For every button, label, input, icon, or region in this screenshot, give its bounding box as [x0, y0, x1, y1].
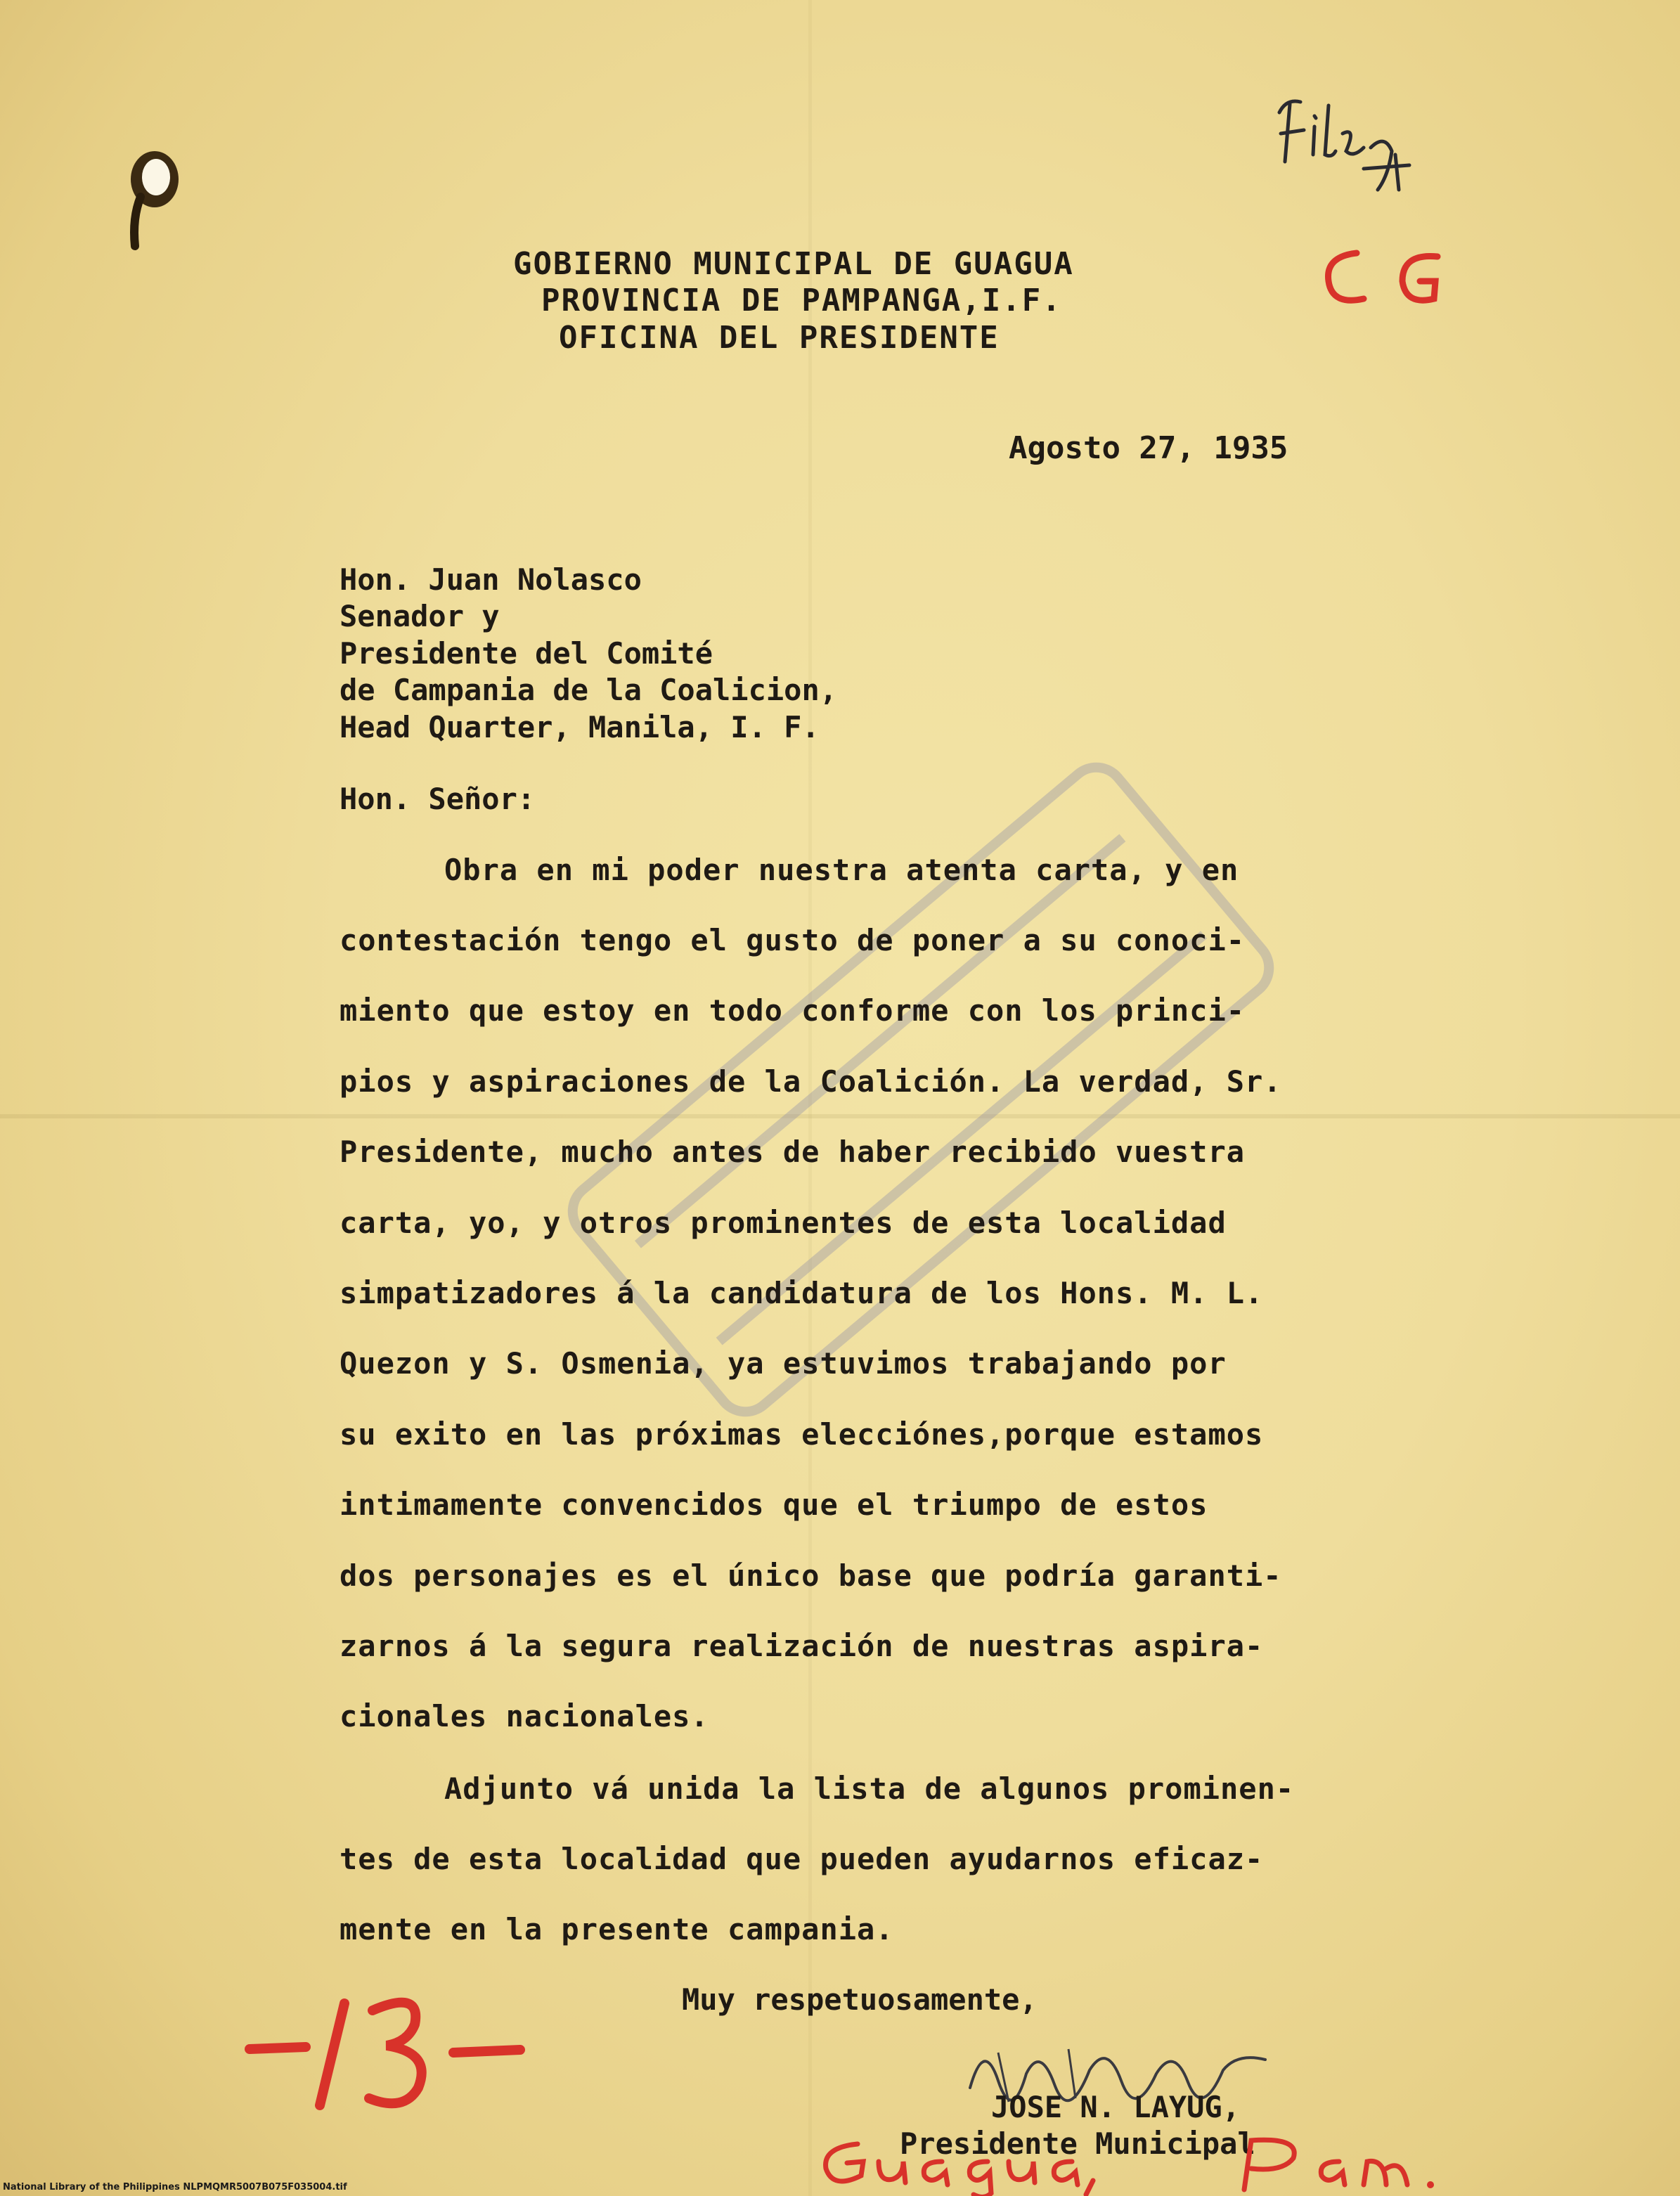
addressee-line: Senador y — [340, 599, 500, 633]
signer-title: Presidente Municipal — [900, 2126, 1255, 2161]
burn-hole-mark — [119, 141, 183, 253]
body-line: zarnos á la segura realización de nuestras aspira- — [340, 1629, 1264, 1663]
red-page-number — [239, 1982, 534, 2116]
archive-footer: National Library of the Philippines NLPMQMR5007B075F035004.tif — [3, 2182, 347, 2192]
body-line: miento que estoy en todo conforme con los princi- — [340, 993, 1246, 1028]
body-line: pios y aspiraciones de la Coalición. La verdad, Sr. — [340, 1064, 1282, 1099]
body-line: Presidente, mucho antes de haber recibido vuestra — [340, 1135, 1246, 1169]
body-line: su exito en las próximas elecciónes,porque estamos — [340, 1417, 1264, 1452]
addressee-line: Head Quarter, Manila, I. F. — [340, 710, 820, 744]
signer-name: JOSE N. LAYUG, — [991, 2090, 1241, 2124]
body-line: dos personajes es el único base que podría garanti- — [340, 1558, 1282, 1593]
addressee-line: Presidente del Comité — [340, 636, 713, 671]
body-line: Adjunto vá unida la lista de algunos prominen- — [444, 1771, 1295, 1806]
body-line: carta, yo, y otros prominentes de esta localidad — [340, 1206, 1227, 1240]
letterhead-municipality: GOBIERNO MUNICIPAL DE GUAGUA — [513, 246, 1074, 282]
handwritten-file-note — [1265, 84, 1427, 204]
closing: Muy respetuosamente, — [682, 1982, 1038, 2017]
body-line: Obra en mi poder nuestra atenta carta, y en — [444, 853, 1239, 887]
paper-fold-horizontal — [0, 1114, 1680, 1118]
letterhead-office: OFICINA DEL PRESIDENTE — [559, 320, 1000, 356]
body-line: intimamente convencidos que el triumpo de estos — [340, 1487, 1208, 1522]
addressee-line: de Campania de la Coalicion, — [340, 673, 838, 707]
red-location-note — [808, 2130, 1638, 2196]
letter-date: Agosto 27, 1935 — [1009, 430, 1288, 466]
body-line: simpatizadores á la candidatura de los Hons. M. L. — [340, 1276, 1264, 1310]
salutation: Hon. Señor: — [340, 782, 536, 816]
red-cg-mark — [1314, 239, 1455, 316]
body-line: mente en la presente campania. — [340, 1912, 894, 1946]
body-line: Quezon y S. Osmenia, ya estuvimos trabajando por — [340, 1346, 1227, 1381]
addressee-line: Hon. Juan Nolasco — [340, 562, 642, 597]
body-line: tes de esta localidad que pueden ayudarnos eficaz- — [340, 1842, 1264, 1876]
body-line: contestación tengo el gusto de poner a su conoci- — [340, 923, 1246, 957]
letterhead-province: PROVINCIA DE PAMPANGA,I.F. — [541, 283, 1062, 318]
body-line: cionales nacionales. — [340, 1699, 709, 1733]
